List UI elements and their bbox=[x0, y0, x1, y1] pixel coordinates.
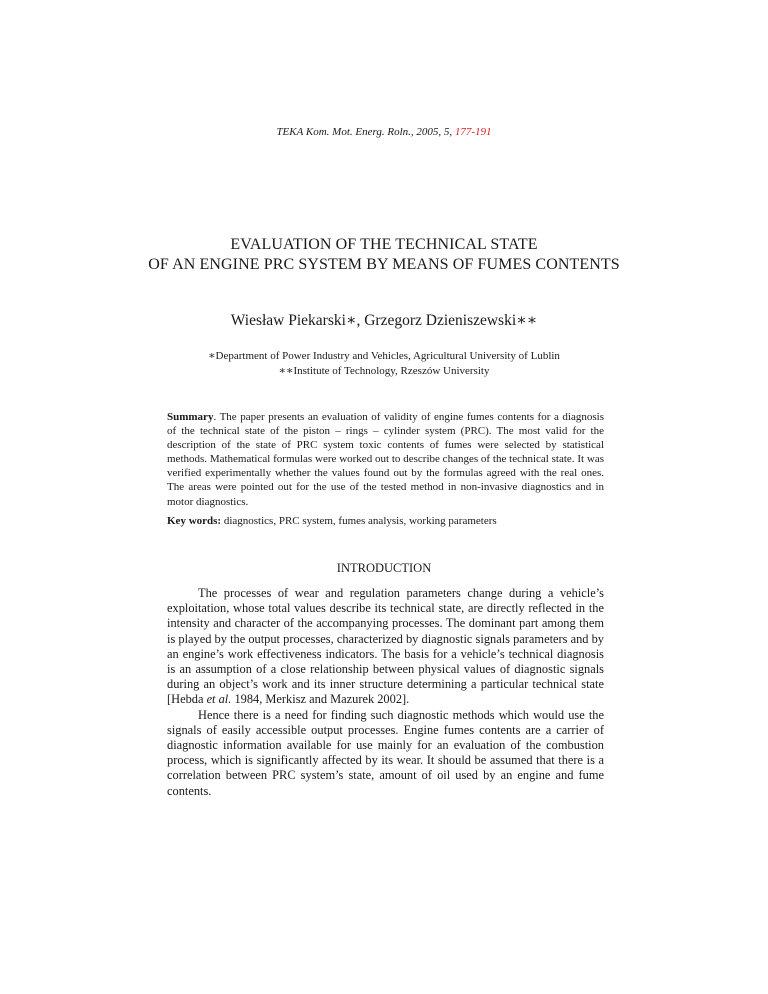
keywords-label: Key words: bbox=[167, 515, 222, 527]
keywords bbox=[167, 515, 604, 527]
paragraph-1-italic: et al. bbox=[206, 692, 232, 707]
paragraph-1-tail: 1984, Merkisz and Mazurek 2002]. bbox=[231, 692, 410, 707]
affiliation-2: ∗∗Institute of Technology, Rzeszów University bbox=[278, 365, 490, 377]
section-heading: INTRODUCTION bbox=[336, 561, 432, 575]
keywords-text: diagnostics, PRC system, fumes analysis, working parameters bbox=[221, 515, 497, 527]
paragraph-1-text: The processes of wear and regulation parameters change during a vehicle’s exploitation, whose total values describe its technical state, are directly reflected in the intensity and character of the accompanying processes. The dominant part among them is played by the output processes, characterized by diagnostic signals parameters and by an engine’s work effectiveness indicators. The basis for a vehicle’s technical diagnosis is an assumption of a close relationship between physical values of diagnostic signals during an object’s work and its inner structure determining a particular technical state [Hebda bbox=[167, 586, 604, 707]
title-line-1: EVALUATION OF THE TECHNICAL STATE bbox=[230, 236, 538, 253]
citation-text: TEKA Kom. Mot. Energ. Roln., 2005, 5, bbox=[276, 126, 455, 138]
abstract-label: Summary bbox=[167, 411, 214, 423]
affiliation-1: ∗Department of Power Industry and Vehicles, Agricultural University of Lublin bbox=[208, 350, 560, 362]
journal-citation bbox=[0, 126, 768, 138]
authors: Wiesław Piekarski∗, Grzegorz Dzieniszewski∗∗ bbox=[230, 312, 538, 329]
paragraph-2: Hence there is a need for finding such diagnostic methods which would use the signals of easily accessible output processes. Engine fumes contents are a carrier of diagnostic information available for use mainly for an evaluation of the combustion process, which is significantly affected by its wear. It should be assumed that there is a correlation between PRC system’s state, amount of oil used by an engine and fume contents. bbox=[167, 707, 604, 798]
body-text bbox=[167, 586, 604, 799]
title-line-2: OF AN ENGINE PRC SYSTEM BY MEANS OF FUMES CONTENTS bbox=[148, 256, 620, 273]
abstract-text: . The paper presents an evaluation of validity of engine fumes contents for a diagnosis of the technical state of the piston – rings – cylinder system (PRC). The most valid for the description of the state of PRC system toxic contents of fumes were selected by statistical methods. Mathematical formulas were worked out to describe changes of the technical state. It was verified experimentally whether the values found out by the formulas agreed with the real ones. The areas were pointed out for the use of the tested method in non-invasive diagnostics and in motor diagnostics. bbox=[167, 411, 604, 508]
paragraph-1 bbox=[167, 586, 604, 708]
abstract bbox=[167, 410, 604, 509]
page-range: 177-191 bbox=[454, 126, 492, 138]
paper-title bbox=[0, 235, 768, 275]
